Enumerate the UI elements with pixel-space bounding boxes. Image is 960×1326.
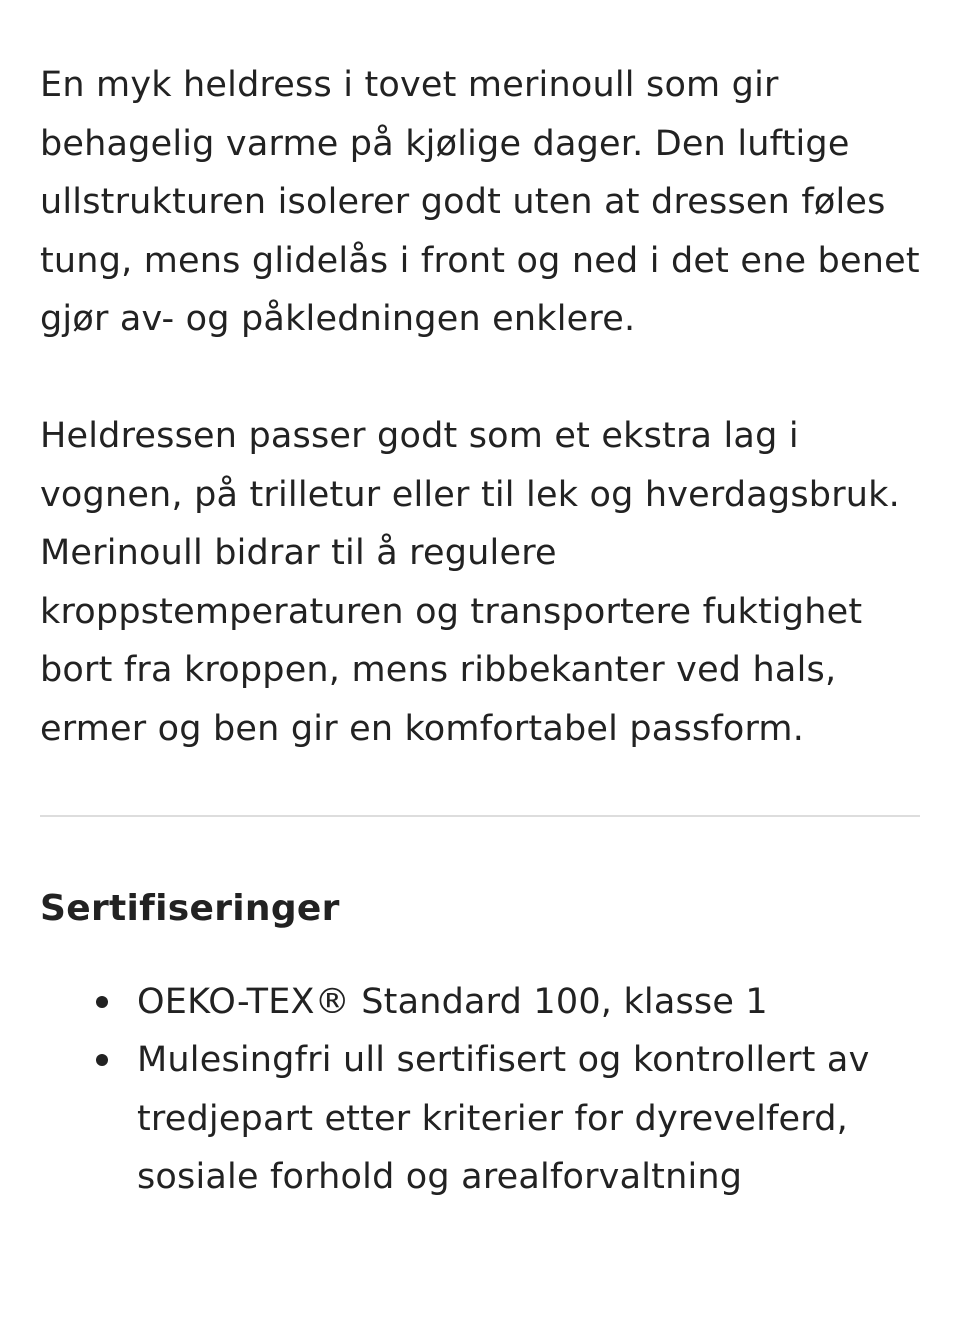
description-paragraph-1: En myk heldress i tovet merinoull som gir behagelig varme på kjølige dager. Den luftige ullstrukturen isolerer godt uten at dressen føles tung, mens glidelås i front og ned i det ene benet gjør av- og påkledningen enklere. (40, 65, 920, 340)
section-divider (40, 815, 920, 817)
bullet-icon (96, 1054, 108, 1066)
certification-text: Mulesingfri ull sertifisert og kontrollert av tredjepart etter kriterier for dyrevelferd, sosiale forhold og arealforvaltning (137, 1040, 870, 1198)
certification-text: OEKO-TEX® Standard 100, klasse 1 (137, 981, 768, 1022)
certifications-title: Sertifiseringer (40, 887, 340, 929)
product-description-section (40, 56, 925, 1207)
certification-item (40, 973, 925, 1032)
certifications-list (40, 973, 925, 1207)
description-paragraph-2: Heldressen passer godt som et ekstra lag i vognen, på trilletur eller til lek og hverdagsbruk. Merinoull bidrar til å regulere kroppstemperaturen og transportere fuktighet bort fra kroppen, mens ribbekanter ved hals, ermer og ben gir en komfortabel passform. (40, 415, 900, 749)
certification-item (40, 1031, 925, 1207)
bullet-icon (96, 996, 108, 1008)
